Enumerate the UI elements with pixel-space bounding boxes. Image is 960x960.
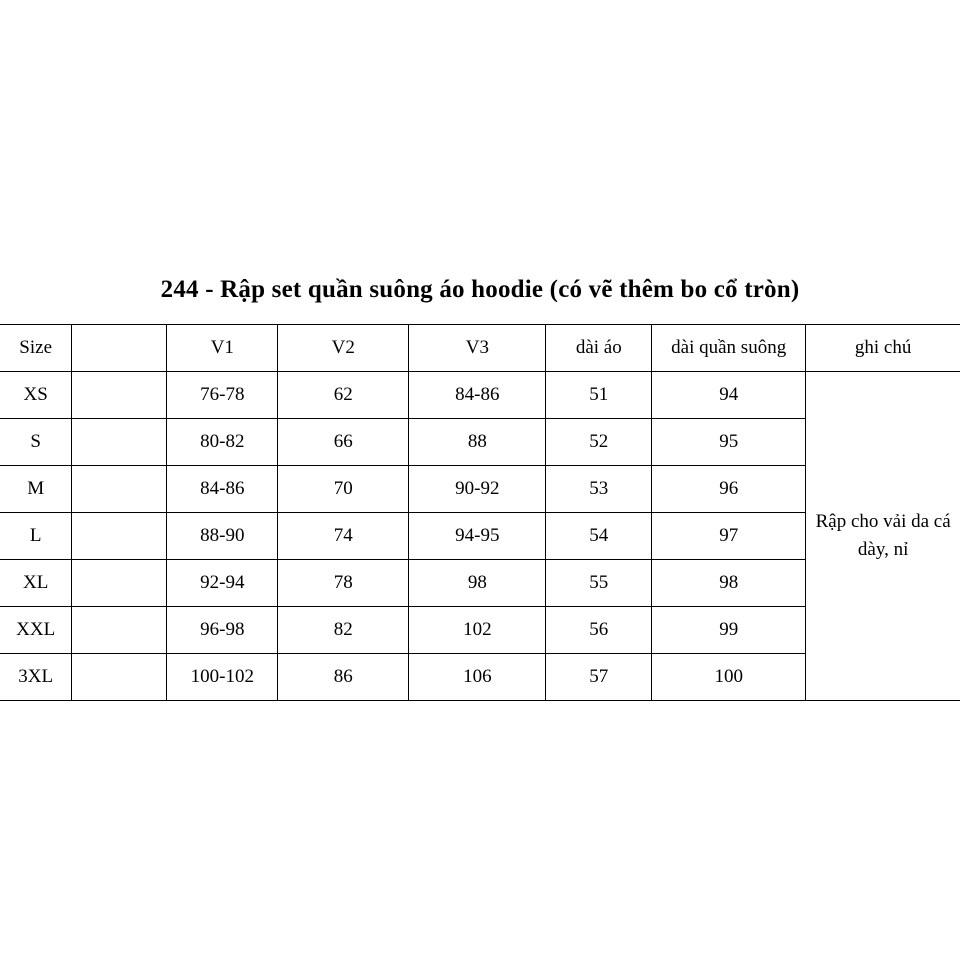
cell-v1: 84-86 [167, 466, 278, 513]
column-header-ghi-chu: ghi chú [806, 325, 960, 372]
cell-dai-quan-suong: 99 [652, 607, 806, 654]
column-header-blank [72, 325, 167, 372]
cell-size: L [0, 513, 72, 560]
cell-v1: 76-78 [167, 372, 278, 419]
cell-v1: 88-90 [167, 513, 278, 560]
page-title: 244 - Rập set quần suông áo hoodie (có vẽ thêm bo cổ tròn) [160, 276, 800, 303]
cell-v1: 80-82 [167, 419, 278, 466]
cell-size: S [0, 419, 72, 466]
cell-dai-quan-suong: 94 [652, 372, 806, 419]
cell-v1: 100-102 [167, 654, 278, 701]
column-header-dai-ao: dài áo [546, 325, 652, 372]
cell-v2: 82 [278, 607, 409, 654]
cell-v2: 62 [278, 372, 409, 419]
cell-blank [72, 372, 167, 419]
table-header-row [0, 325, 960, 372]
cell-v3: 106 [409, 654, 546, 701]
cell-dai-quan-suong: 100 [652, 654, 806, 701]
cell-dai-ao: 55 [546, 560, 652, 607]
cell-blank [72, 607, 167, 654]
column-header-dai-quan-suong: dài quần suông [652, 325, 806, 372]
cell-size: 3XL [0, 654, 72, 701]
cell-v3: 102 [409, 607, 546, 654]
cell-v1: 92-94 [167, 560, 278, 607]
cell-v2: 74 [278, 513, 409, 560]
table-row [0, 372, 960, 419]
cell-size: M [0, 466, 72, 513]
cell-size: XXL [0, 607, 72, 654]
column-header-v1: V1 [167, 325, 278, 372]
cell-v3: 88 [409, 419, 546, 466]
cell-blank [72, 466, 167, 513]
cell-blank [72, 560, 167, 607]
cell-v3: 94-95 [409, 513, 546, 560]
cell-v2: 70 [278, 466, 409, 513]
cell-dai-ao: 54 [546, 513, 652, 560]
cell-blank [72, 419, 167, 466]
size-chart-sheet [0, 258, 960, 701]
cell-dai-ao: 53 [546, 466, 652, 513]
cell-dai-quan-suong: 95 [652, 419, 806, 466]
cell-v3: 84-86 [409, 372, 546, 419]
cell-dai-ao: 56 [546, 607, 652, 654]
cell-v2: 78 [278, 560, 409, 607]
cell-ghi-chu-note: Rập cho vải da cá dày, nỉ [806, 372, 960, 701]
cell-dai-ao: 57 [546, 654, 652, 701]
cell-blank [72, 654, 167, 701]
cell-dai-quan-suong: 96 [652, 466, 806, 513]
cell-dai-quan-suong: 97 [652, 513, 806, 560]
cell-v3: 90-92 [409, 466, 546, 513]
size-chart-table [0, 324, 960, 701]
cell-v3: 98 [409, 560, 546, 607]
column-header-v2: V2 [278, 325, 409, 372]
cell-dai-quan-suong: 98 [652, 560, 806, 607]
column-header-v3: V3 [409, 325, 546, 372]
cell-size: XS [0, 372, 72, 419]
cell-blank [72, 513, 167, 560]
cell-v2: 86 [278, 654, 409, 701]
cell-size: XL [0, 560, 72, 607]
cell-dai-ao: 51 [546, 372, 652, 419]
cell-v1: 96-98 [167, 607, 278, 654]
cell-dai-ao: 52 [546, 419, 652, 466]
cell-v2: 66 [278, 419, 409, 466]
column-header-size: Size [0, 325, 72, 372]
